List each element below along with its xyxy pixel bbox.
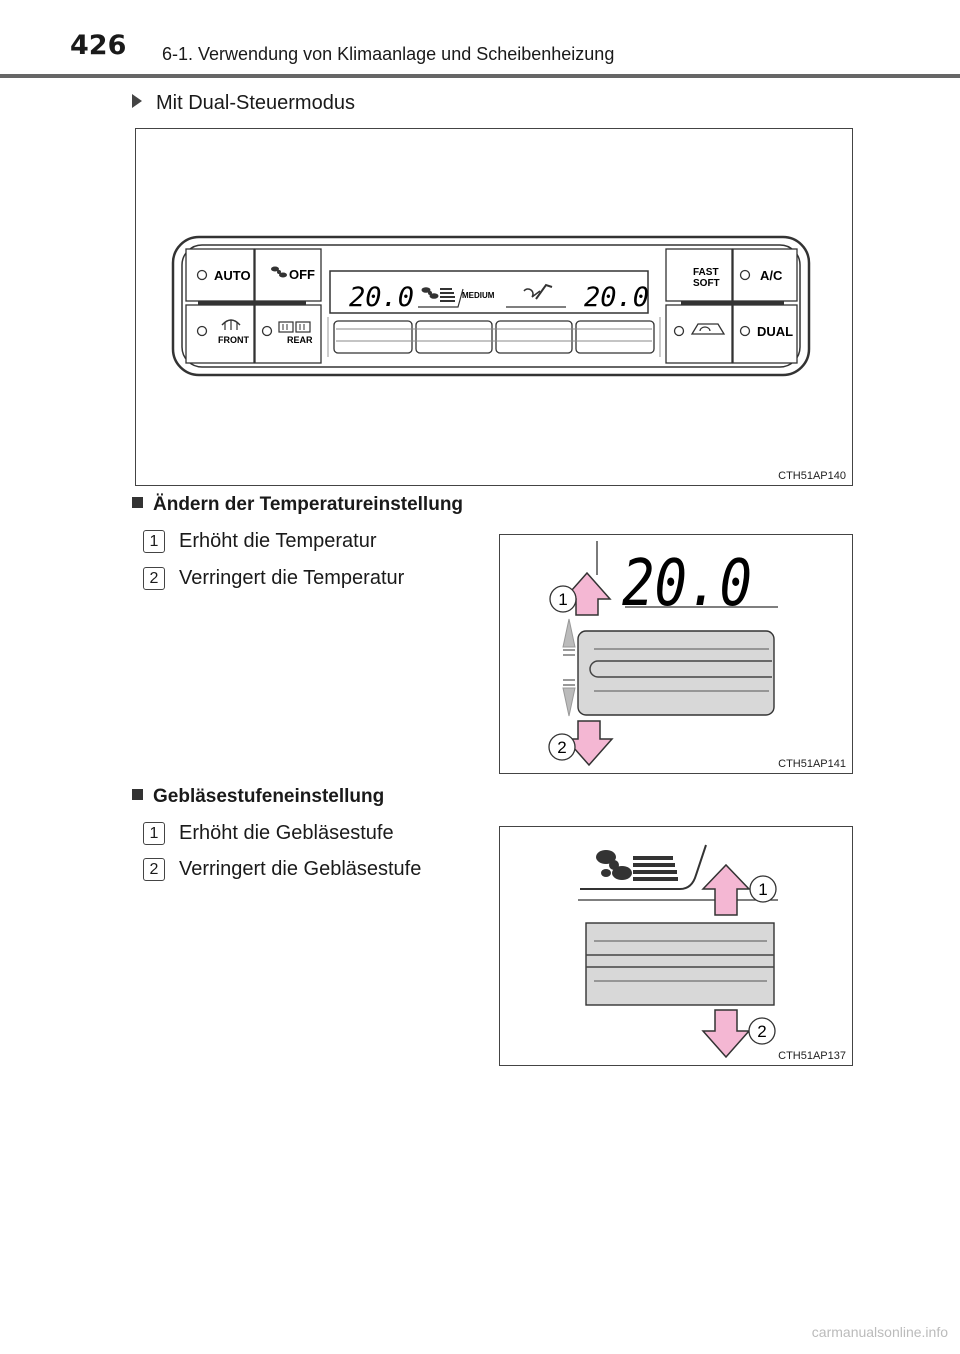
temperature-display-value: 20.0 xyxy=(622,547,752,621)
header-rule xyxy=(0,74,960,78)
list-item xyxy=(143,858,421,881)
square-bullet-icon xyxy=(132,497,143,508)
figure-code: CTH51AP141 xyxy=(778,758,846,770)
increase-arrow-icon xyxy=(703,865,749,915)
dual-mode-heading-text: Mit Dual-Steuermodus xyxy=(156,92,355,114)
item-number-badge: 2 xyxy=(143,567,165,590)
item-number-badge: 1 xyxy=(143,822,165,845)
temperature-illustration xyxy=(500,535,852,773)
callout-2-label: 2 xyxy=(557,738,567,757)
ac-button-label: A/C xyxy=(760,268,783,283)
page-number: 426 xyxy=(70,30,127,61)
list-item-text: Verringert die Gebläsestufe xyxy=(179,858,422,880)
auto-button-label: AUTO xyxy=(214,268,251,283)
temperature-section-heading-text: Ändern der Temperatureinstellung xyxy=(153,494,464,515)
temperature-section-heading xyxy=(132,494,463,516)
front-button-label: FRONT xyxy=(218,335,249,345)
temperature-figure xyxy=(499,534,853,774)
fan-illustration xyxy=(500,827,852,1065)
fan-speed-icon xyxy=(580,845,706,889)
climate-panel-illustration xyxy=(136,129,852,485)
triangle-bullet-icon xyxy=(132,94,142,108)
fan-section-heading xyxy=(132,786,384,808)
list-item xyxy=(143,530,377,553)
decrease-arrow-icon xyxy=(703,1010,749,1057)
fan-section-heading-text: Gebläsestufeneinstellung xyxy=(153,786,385,807)
list-item-text: Erhöht die Gebläsestufe xyxy=(179,822,394,844)
rear-button-label: REAR xyxy=(287,335,313,345)
callout-2-label: 2 xyxy=(757,1022,767,1041)
item-number-badge: 1 xyxy=(143,530,165,553)
square-bullet-icon xyxy=(132,789,143,800)
list-item xyxy=(143,822,394,845)
list-item-text: Verringert die Temperatur xyxy=(179,567,405,589)
soft-button-label: SOFT xyxy=(693,278,720,289)
left-temperature-display: 20.0 xyxy=(349,282,415,313)
climate-panel-figure xyxy=(135,128,853,486)
right-temperature-display: 20.0 xyxy=(584,282,650,313)
list-item xyxy=(143,567,404,590)
item-number-badge: 2 xyxy=(143,858,165,881)
dual-button-label: DUAL xyxy=(757,324,794,339)
callout-1-label: 1 xyxy=(558,590,568,609)
slider-scale-icon xyxy=(563,619,575,716)
list-item-text: Erhöht die Temperatur xyxy=(179,530,377,552)
figure-code: CTH51AP137 xyxy=(778,1050,846,1062)
fast-button-label: FAST xyxy=(693,267,719,278)
dual-mode-heading xyxy=(132,92,355,115)
fan-mode-label: MEDIUM xyxy=(462,291,495,300)
figure-code: CTH51AP140 xyxy=(778,470,846,482)
chapter-title: 6-1. Verwendung von Klimaanlage und Scheibenheizung xyxy=(162,44,615,64)
fan-speed-slider xyxy=(586,923,774,1005)
callout-1-label: 1 xyxy=(758,880,768,899)
footer-watermark: carmanualsonline.info xyxy=(811,1324,948,1340)
temperature-slider xyxy=(578,631,774,715)
fan-figure xyxy=(499,826,853,1066)
off-button-label: OFF xyxy=(289,267,315,282)
